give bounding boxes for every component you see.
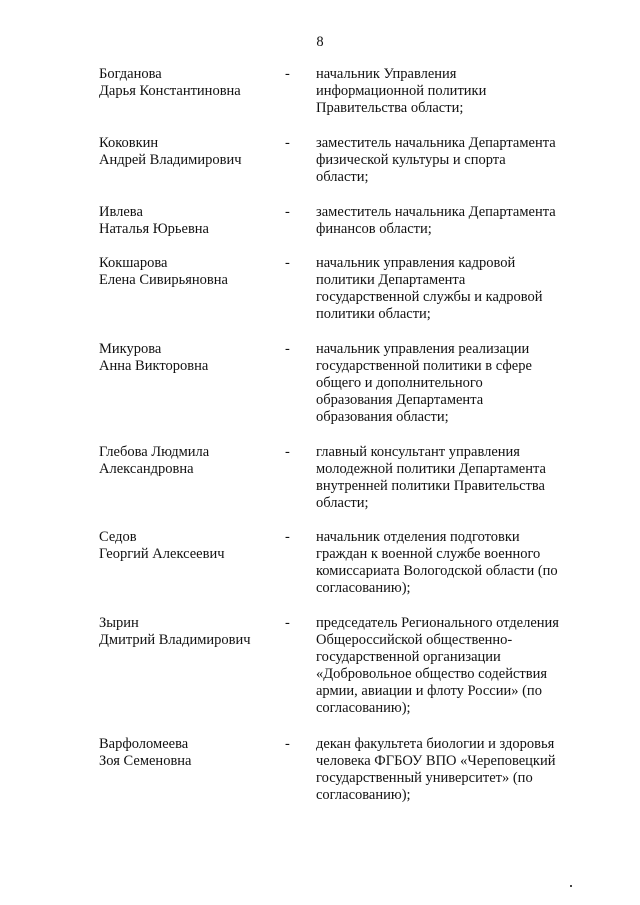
- dash: -: [285, 529, 290, 545]
- position-line: граждан к военной службе военного: [316, 546, 541, 562]
- dash: -: [285, 135, 290, 151]
- dash: -: [285, 615, 290, 631]
- position-line: образования Департамента: [316, 392, 484, 408]
- member-position: [316, 529, 578, 597]
- member-position: [316, 204, 578, 238]
- member-name: [99, 204, 279, 238]
- member-name: [99, 615, 279, 649]
- position-line: заместитель начальника Департамента: [316, 135, 556, 151]
- member-position: [316, 255, 578, 323]
- dash: -: [285, 255, 290, 271]
- given-names: Анна Викторовна: [99, 358, 209, 374]
- position-line: области;: [316, 169, 369, 185]
- position-line: внутренней политики Правительства: [316, 478, 545, 494]
- member-name: [99, 255, 279, 289]
- position-line: человека ФГБОУ ВПО «Череповецкий: [316, 753, 556, 769]
- member-name: [99, 529, 279, 563]
- position-line: государственной службы и кадровой: [316, 289, 543, 305]
- position-line: государственной организации: [316, 649, 501, 665]
- position-line: комиссариата Вологодской области (по: [316, 563, 558, 579]
- position-line: согласованию);: [316, 580, 411, 596]
- position-line: начальник управления реализации: [316, 341, 530, 357]
- position-line: председатель Регионального отделения: [316, 615, 559, 631]
- member-position: [316, 615, 578, 717]
- position-line: молодежной политики Департамента: [316, 461, 546, 477]
- dash: -: [285, 66, 290, 82]
- position-line: политики области;: [316, 306, 431, 322]
- position-line: физической культуры и спорта: [316, 152, 506, 168]
- position-line: государственной политики в сфере: [316, 358, 532, 374]
- member-name: [99, 736, 279, 770]
- position-line: декан факультета биологии и здоровья: [316, 736, 555, 752]
- member-position: [316, 135, 578, 186]
- given-names: Елена Сивирьяновна: [99, 272, 228, 288]
- member-name: [99, 444, 279, 478]
- dash: -: [285, 204, 290, 220]
- surname: Глебова Людмила: [99, 444, 210, 460]
- position-line: информационной политики: [316, 83, 487, 99]
- surname: Седов: [99, 529, 137, 545]
- surname: Микурова: [99, 341, 162, 357]
- surname: Богданова: [99, 66, 162, 82]
- page-number: 8: [316, 34, 324, 50]
- surname: Кокшарова: [99, 255, 168, 271]
- position-line: политики Департамента: [316, 272, 466, 288]
- surname: Зырин: [99, 615, 139, 631]
- member-name: [99, 135, 279, 169]
- position-line: Общероссийской общественно-: [316, 632, 513, 648]
- dash: -: [285, 736, 290, 752]
- position-line: начальник отделения подготовки: [316, 529, 520, 545]
- position-line: государственный университет» (по: [316, 770, 533, 786]
- member-name: [99, 66, 279, 100]
- position-line: образования области;: [316, 409, 449, 425]
- position-line: начальник управления кадровой: [316, 255, 516, 271]
- position-line: общего и дополнительного: [316, 375, 483, 391]
- position-line: «Добровольное общество содействия: [316, 666, 548, 682]
- dash: -: [285, 444, 290, 460]
- position-line: заместитель начальника Департамента: [316, 204, 556, 220]
- member-position: [316, 341, 578, 426]
- position-line: главный консультант управления: [316, 444, 520, 460]
- position-line: начальник Управления: [316, 66, 457, 82]
- scan-speck: [570, 885, 572, 887]
- member-name: [99, 341, 279, 375]
- position-line: финансов области;: [316, 221, 432, 237]
- member-position: [316, 444, 578, 512]
- surname: Варфоломеева: [99, 736, 189, 752]
- given-names: Зоя Семеновна: [99, 753, 192, 769]
- position-line: армии, авиации и флоту России» (по: [316, 683, 542, 699]
- given-names: Андрей Владимирович: [99, 152, 242, 168]
- position-line: области;: [316, 495, 369, 511]
- given-names: Георгий Алексеевич: [99, 546, 225, 562]
- given-names: Дарья Константиновна: [99, 83, 241, 99]
- member-position: [316, 66, 578, 117]
- position-line: согласованию);: [316, 787, 411, 803]
- member-position: [316, 736, 578, 804]
- position-line: Правительства области;: [316, 100, 464, 116]
- given-names: Дмитрий Владимирович: [99, 632, 251, 648]
- given-names: Александровна: [99, 461, 194, 477]
- dash: -: [285, 341, 290, 357]
- surname: Ивлева: [99, 204, 143, 220]
- surname: Коковкин: [99, 135, 159, 151]
- position-line: согласованию);: [316, 700, 411, 716]
- given-names: Наталья Юрьевна: [99, 221, 209, 237]
